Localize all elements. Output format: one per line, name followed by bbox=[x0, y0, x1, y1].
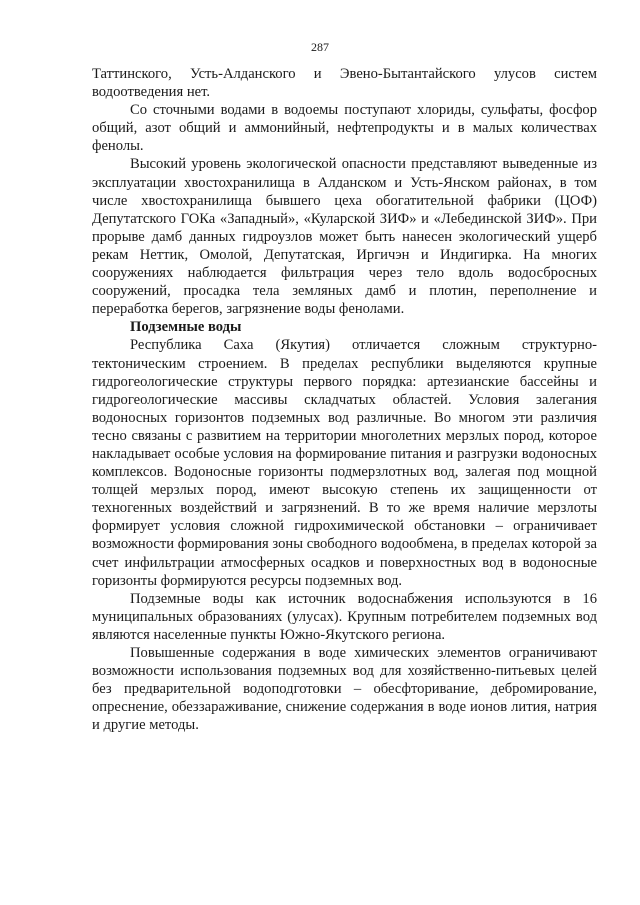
paragraph-geology: Республика Саха (Якутия) отличается сложным структурно-тектоническим строением. В пределах республики выделяются крупные гидрогеологические структуры первого порядка: артезианские бассейны и гидрогеологические массивы складчатых областей. Условия залегания водоносных горизонтов подземных вод различные. Во многом эти различия тесно связаны с развитием на территории многолетних мерзлых пород, которое накладывает особые условия на формирование питания и разгрузки водоносных комплексов. Водоносные горизонты подмерзлотных вод, залегая под мощной толщей мерзлых пород, имеют высокую степень их защищенности от техногенных воздействий и загрязнений. В то же время наличие мерзлоты формирует условия сложной гидрохимической обстановки – ограничивает возможности формирования зоны свободного водообмена, в пределах которой за счет инфильтрации атмосферных осадков и поверхностных вод в водоносные горизонты формируются ресурсы подземных вод. bbox=[92, 337, 597, 589]
document-body bbox=[92, 65, 597, 734]
page-number: 287 bbox=[311, 40, 329, 54]
section-heading-groundwater: Подземные воды bbox=[130, 319, 242, 336]
paragraph-wastewater-pollutants: Со сточными водами в водоемы поступают хлориды, сульфаты, фосфор общий, азот общий и аммонийный, нефтепродукты и в малых количествах фенолы. bbox=[92, 102, 597, 155]
paragraph-continuation: Таттинского, Усть-Алданского и Эвено-Бытантайского улусов систем водоотведения нет. bbox=[92, 66, 597, 101]
paragraph-water-treatment: Повышенные содержания в воде химических элементов ограничивают возможности использования подземных вод для хозяйственно-питьевых целей без предварительной водоподготовки – обесфторивание, дебромирование, опреснение, обеззараживание, снижение содержания в воде ионов лития, натрия и другие методы. bbox=[92, 645, 597, 734]
paragraph-tailings-hazard: Высокий уровень экологической опасности представляют выведенные из эксплуатации хвостохранилища в Алданском и Усть-Янском районах, в том числе хвостохранилища бывшего цеха обогатительной фабрики (ЦОФ) Депутатского ГОКа «Западный», «Куларской ЗИФ» и «Лебединской ЗИФ». При прорыве дамб данных гидроузлов может быть нанесен экологический ущерб рекам Неттик, Омолой, Депутатская, Иргичэн и Индигирка. На многих сооружениях наблюдается фильтрация через тело вдоль водосбросных сооружений, просадка тела земляных дамб и плотин, переполнение и переработка берегов, загрязнение воды фенолами. bbox=[92, 156, 597, 318]
paragraph-water-supply: Подземные воды как источник водоснабжения используются в 16 муниципальных образованиях (улусах). Крупным потребителем подземных вод являются населенные пункты Южно-Якутского региона. bbox=[92, 590, 597, 643]
